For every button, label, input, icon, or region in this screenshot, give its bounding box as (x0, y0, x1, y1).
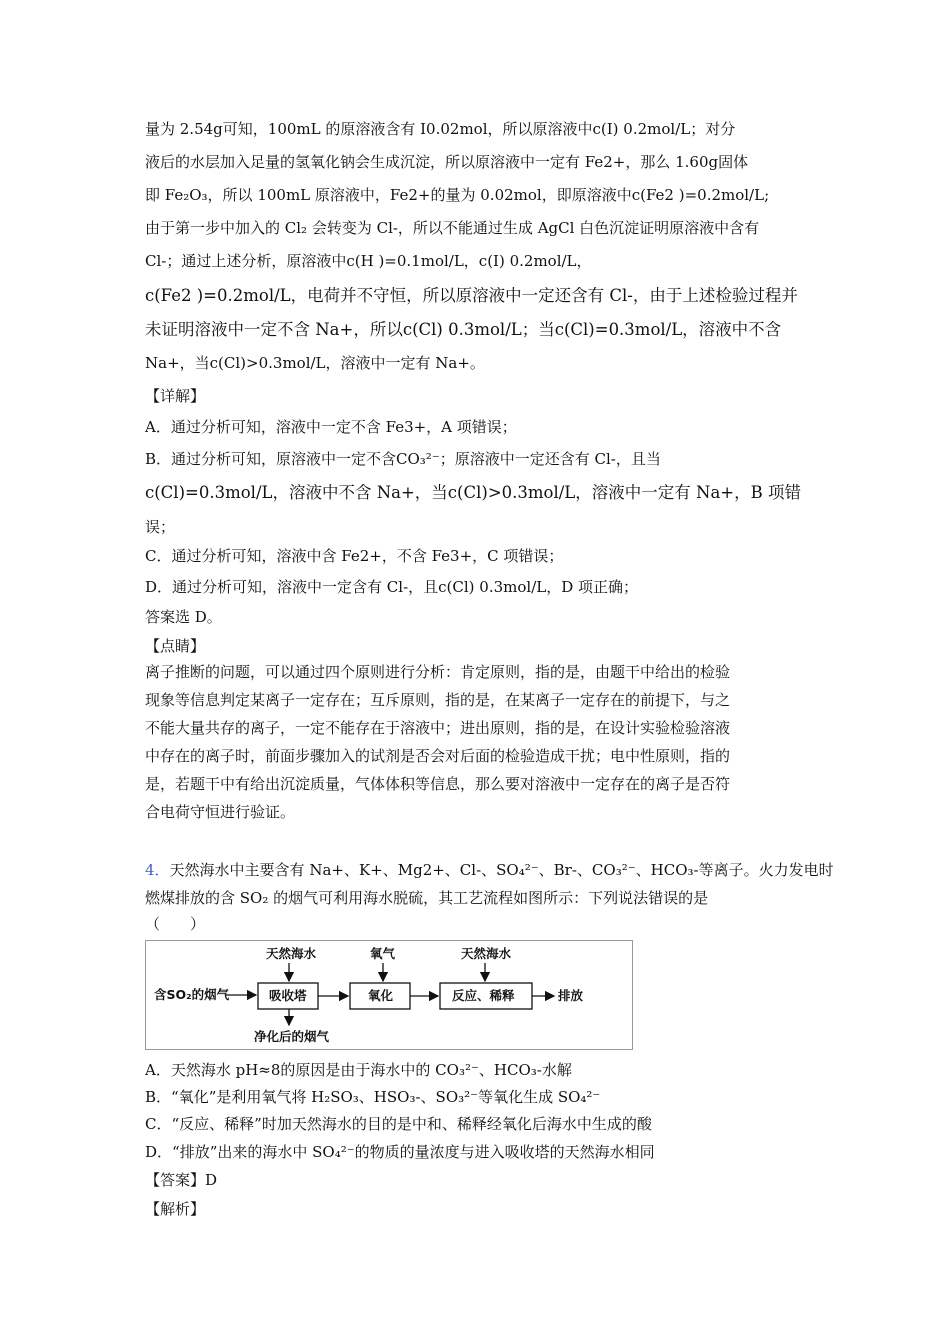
option-d: D．“排放”出来的海水中 SO₄²⁻的物质的量浓度与进入吸收塔的天然海水相同 (145, 1143, 655, 1161)
text-line: 是，若题干中有给出沉淀质量，气体体积等信息，那么要对溶液中一定存在的离子是否符 (145, 775, 731, 793)
question-text: 天然海水中主要含有 Na+、K+、Mg2+、Cl-、SO₄²⁻、Br-、CO₃²⁻、HCO₃-等离子。火力发电时 (169, 861, 834, 879)
text-line: Cl-；通过上述分析，原溶液中c(H )=0.1mol/L，c(I) 0.2mol/L， (145, 252, 592, 270)
text-line: 误； (145, 518, 176, 536)
text-line: 由于第一步中加入的 Cl₂ 会转变为 Cl-，所以不能通过生成 AgCl 白色沉淀证明原溶液中含有 (145, 219, 760, 237)
option-a: A．天然海水 pH≈8的原因是由于海水中的 CO₃²⁻、HCO₃-水解 (145, 1061, 572, 1079)
text-line: 量为 2.54g可知，100mL 的原溶液含有 I0.02mol，所以原溶液中c(I) 0.2mol/L；对分 (145, 120, 736, 138)
text-line: c(Fe2 )=0.2mol/L，电荷并不守恒，所以原溶液中一定还含有 Cl-，由于上述检验过程并 (145, 286, 798, 305)
oxygen-label: 氧气 (370, 946, 396, 961)
text-line: 液后的水层加入足量的氢氧化钠会生成沉淀，所以原溶液中一定有 Fe2+，那么 1.60g固体 (145, 153, 749, 171)
question-number: 4． (145, 861, 170, 879)
option-c: C．“反应、稀释”时加天然海水的目的是中和、稀释经氧化后海水中生成的酸 (145, 1115, 652, 1133)
text-line: D．通过分析可知，溶液中一定含有 Cl-，且c(Cl) 0.3mol/L，D 项正确； (145, 578, 639, 596)
text-line: A．通过分析可知，溶液中一定不含 Fe3+，A 项错误； (145, 418, 517, 436)
text-line: 不能大量共存的离子，一定不能存在于溶液中；进出原则，指的是，在设计实验检验溶液 (145, 719, 731, 737)
reaction-label: 反应、稀释 (452, 988, 515, 1003)
text-line: 中存在的离子时，前面步骤加入的试剂是否会对后面的检验造成干扰；电中性原则，指的 (145, 747, 731, 765)
analysis-heading: 【解析】 (145, 1200, 206, 1218)
absorber-label: 吸收塔 (269, 988, 307, 1003)
question-line: 燃煤排放的含 SO₂ 的烟气可利用海水脱硫，其工艺流程如图所示：下列说法错误的是 (145, 889, 709, 907)
flow-svg (146, 941, 632, 1049)
cleaned-gas-label: 净化后的烟气 (254, 1029, 330, 1044)
process-flow-diagram (145, 940, 633, 1050)
oxidation-label: 氧化 (368, 988, 394, 1003)
seawater-label-2: 天然海水 (461, 946, 512, 961)
section-heading: 【点睛】 (145, 637, 206, 655)
text-line: 现象等信息判定某离子一定存在；互斥原则，指的是，在某离子一定存在的前提下，与之 (145, 691, 731, 709)
text-line: c(Cl)=0.3mol/L，溶液中不含 Na+，当c(Cl)>0.3mol/L，溶液中一定有 Na+，B 项错 (145, 483, 801, 502)
text-line: Na+，当c(Cl)>0.3mol/L，溶液中一定有 Na+。 (145, 354, 485, 372)
answer-line: 【答案】D (145, 1171, 218, 1189)
input-gas-label: 含SO₂的烟气 (154, 987, 230, 1002)
text-line: 合电荷守恒进行验证。 (145, 803, 296, 821)
discharge-label: 排放 (558, 988, 584, 1003)
text-line: B．通过分析可知，原溶液中一定不含CO₃²⁻；原溶液中一定还含有 Cl-，且当 (145, 450, 661, 468)
text-line: 即 Fe₂O₃，所以 100mL 原溶液中，Fe2+的量为 0.02mol，即原溶液中c(Fe2 )=0.2mol/L; (145, 186, 770, 204)
seawater-label-1: 天然海水 (266, 946, 317, 961)
text-line: 未证明溶液中一定不含 Na+，所以c(Cl) 0.3mol/L；当c(Cl)=0.3mol/L，溶液中不含 (145, 320, 782, 339)
text-line: 答案选 D。 (145, 608, 222, 626)
text-line: C．通过分析可知，溶液中含 Fe2+，不含 Fe3+，C 项错误； (145, 547, 564, 565)
question-line (145, 860, 834, 880)
option-b: B．“氧化”是利用氧气将 H₂SO₃、HSO₃-、SO₃²⁻等氧化生成 SO₄²⁻ (145, 1088, 601, 1106)
section-heading: 【详解】 (145, 387, 206, 405)
text-line: 离子推断的问题，可以通过四个原则进行分析：肯定原则，指的是，由题干中给出的检验 (145, 663, 731, 681)
question-blank: （ ） (145, 915, 206, 933)
